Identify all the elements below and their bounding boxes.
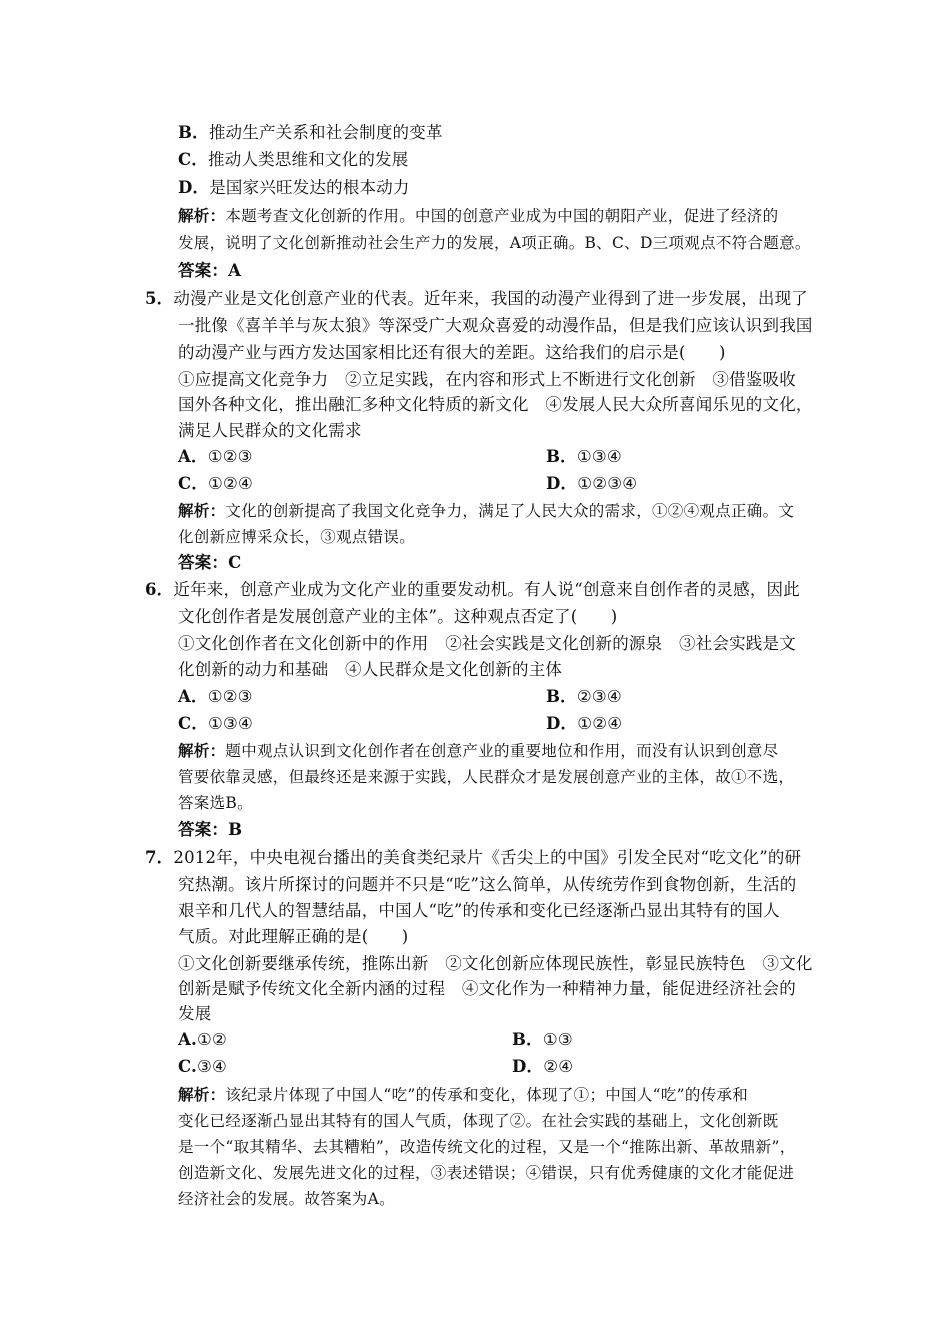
q5-option-c — [178, 473, 253, 495]
q4-option-c — [178, 149, 408, 171]
option-text: ①③④ — [208, 714, 254, 733]
option-label: D． — [546, 714, 578, 733]
option-label: D． — [178, 178, 210, 197]
option-label: D． — [512, 1057, 544, 1076]
q7-stem-line-4: 气质。对此理解正确的是( ) — [178, 927, 409, 946]
option-text: ③④ — [197, 1057, 227, 1076]
q6-option-c — [178, 713, 253, 735]
q7-option-d — [512, 1056, 573, 1078]
q7-stem-line-1 — [145, 847, 801, 869]
analysis-label: 解析： — [178, 1085, 226, 1104]
q7-analysis-line-4: 创造新文化、发展先进文化的过程，③表述错误；④错误，只有优秀健康的文化才能促进 — [178, 1164, 795, 1182]
q5-stem-line-3: 的动漫产业与西方发达国家相比还有很大的差距。这给我们的启示是( ) — [178, 343, 726, 362]
q5-option-d — [546, 473, 637, 495]
q4-option-b — [178, 122, 443, 144]
q5-items-line-2: 国外各种文化，推出融汇多种文化特质的新文化 ④发展人民大众所喜闻乐见的文化， — [178, 395, 813, 414]
q6-analysis-line-3: 答案选B。 — [178, 794, 253, 812]
option-text: ①②③④ — [577, 474, 638, 493]
option-text: ①②③ — [207, 447, 253, 466]
q5-items-line-1: ①应提高文化竞争力 ②立足实践，在内容和形式上不断进行文化创新 ③借鉴吸收 — [178, 370, 796, 389]
analysis-label: 解析： — [178, 501, 226, 520]
question-number: 7． — [145, 848, 174, 867]
q4-option-d — [178, 177, 410, 199]
option-label: B． — [546, 687, 577, 706]
q4-analysis-line-1 — [178, 205, 778, 227]
analysis-text: 题中观点认识到文化创作者在创意产业的重要地位和作用，而没有认识到创意尽 — [225, 742, 779, 760]
q5-stem-line-2: 一批像《喜羊羊与灰太狼》等深受广大观众喜爱的动漫作品，但是我们应该认识到我国 — [178, 316, 813, 335]
q6-option-d — [546, 713, 622, 735]
question-number: 5． — [145, 289, 174, 308]
option-text: ①② — [196, 1030, 227, 1049]
stem-text: 2012年，中央电视台播出的美食类纪录片《舌尖上的中国》引发全民对“吃文化”的研 — [173, 848, 802, 867]
option-label: D． — [546, 474, 578, 493]
q7-option-c — [178, 1056, 227, 1078]
q7-analysis-line-3: 是一个“取其精华、去其糟粕”，改造传统文化的过程，又是一个“推陈出新、革故鼎新”， — [178, 1138, 796, 1156]
q5-items-line-3: 满足人民群众的文化需求 — [178, 421, 362, 440]
option-text: ①③④ — [576, 447, 622, 466]
q7-stem-line-3: 艰辛和几代人的智慧结晶，中国人“吃”的传承和变化已经逐渐凸显出其特有的国人 — [178, 901, 780, 920]
option-label: B． — [546, 447, 577, 466]
q6-stem-line-1 — [145, 579, 800, 601]
answer-value: A — [228, 261, 242, 280]
answer-label: 答案： — [178, 820, 229, 839]
q7-option-a — [178, 1029, 227, 1051]
q6-analysis-line-2: 管要依靠灵感，但最终还是来源于实践，人民群众才是发展创意产业的主体，故①不选， — [178, 768, 795, 786]
q6-items-line-1: ①文化创作者在文化创新中的作用 ②社会实践是文化创新的源泉 ③社会实践是文 — [178, 634, 796, 653]
option-label: C. — [178, 1057, 197, 1076]
option-text: ②④ — [543, 1057, 574, 1076]
q6-items-line-2: 化创新的动力和基础 ④人民群众是文化创新的主体 — [178, 660, 563, 679]
option-label: A． — [178, 447, 208, 466]
q6-analysis-line-1 — [178, 740, 778, 762]
analysis-label: 解析： — [178, 741, 226, 760]
analysis-text: 文化的创新提高了我国文化竞争力，满足了人民大众的需求，①②④观点正确。文 — [225, 502, 795, 520]
stem-text: 近年来，创意产业成为文化产业的重要发动机。有人说“创意来自创作者的灵感，因此 — [173, 580, 800, 599]
q7-analysis-line-5: 经济社会的发展。故答案为A。 — [178, 1190, 395, 1208]
answer-value: B — [228, 820, 243, 839]
q6-option-a — [178, 686, 253, 708]
option-text: 是国家兴旺发达的根本动力 — [209, 178, 410, 197]
q4-answer — [178, 260, 241, 282]
option-label: B． — [178, 123, 209, 142]
q5-answer — [178, 552, 241, 574]
option-label: C． — [178, 714, 209, 733]
option-text: ①②④ — [577, 714, 623, 733]
q4-analysis-line-2: 发展，说明了文化创新推动社会生产力的发展，A项正确。B、C、D三项观点不符合题意。 — [178, 234, 811, 252]
option-text: ①②③ — [207, 687, 253, 706]
option-text: ①②④ — [208, 474, 254, 493]
q7-analysis-line-1 — [178, 1084, 748, 1106]
q7-items-line-3: 发展 — [178, 1004, 212, 1023]
q6-answer — [178, 819, 242, 841]
option-text: 推动人类思维和文化的发展 — [208, 150, 409, 169]
q7-option-b — [512, 1029, 573, 1051]
q7-analysis-line-2: 变化已经逐渐凸显出其特有的国人气质，体现了②。在社会实践的基础上，文化创新既 — [178, 1112, 779, 1130]
option-text: ①③ — [542, 1030, 573, 1049]
option-text: 推动生产关系和社会制度的变革 — [208, 123, 443, 142]
q5-analysis-line-2: 化创新应博采众长，③观点错误。 — [178, 528, 416, 546]
q5-option-b — [546, 446, 622, 468]
analysis-label: 解析： — [178, 206, 226, 225]
option-label: A． — [178, 687, 208, 706]
option-label: C． — [178, 474, 209, 493]
q7-items-line-2: 创新是赋予传统文化全新内涵的过程 ④文化作为一种精神力量，能促进经济社会的 — [178, 979, 796, 998]
answer-label: 答案： — [178, 553, 229, 572]
option-label: A. — [178, 1030, 197, 1049]
q5-stem-line-1 — [145, 288, 808, 310]
analysis-text: 本题考查文化创新的作用。中国的创意产业成为中国的朝阳产业，促进了经济的 — [225, 207, 779, 225]
q7-stem-line-2: 究热潮。该片所探讨的问题并不只是“吃”这么简单，从传统劳作到食物创新，生活的 — [178, 875, 797, 894]
stem-text: 动漫产业是文化创意产业的代表。近年来，我国的动漫产业得到了进一步发展，出现了 — [173, 289, 808, 308]
question-number: 6． — [145, 580, 174, 599]
answer-label: 答案： — [178, 261, 229, 280]
q6-stem-line-2: 文化创作者是发展创意产业的主体”。这种观点否定了( ) — [178, 607, 618, 626]
option-label: C． — [178, 150, 209, 169]
q6-option-b — [546, 686, 622, 708]
answer-value: C — [228, 553, 242, 572]
q5-analysis-line-1 — [178, 500, 794, 522]
analysis-text: 该纪录片体现了中国人“吃”的传承和变化，体现了①；中国人“吃”的传承和 — [225, 1086, 749, 1104]
q7-items-line-1: ①文化创新要继承传统，推陈出新 ②文化创新应体现民族性，彰显民族特色 ③文化 — [178, 954, 813, 973]
option-text: ②③④ — [576, 687, 622, 706]
option-label: B． — [512, 1030, 543, 1049]
q5-option-a — [178, 446, 253, 468]
